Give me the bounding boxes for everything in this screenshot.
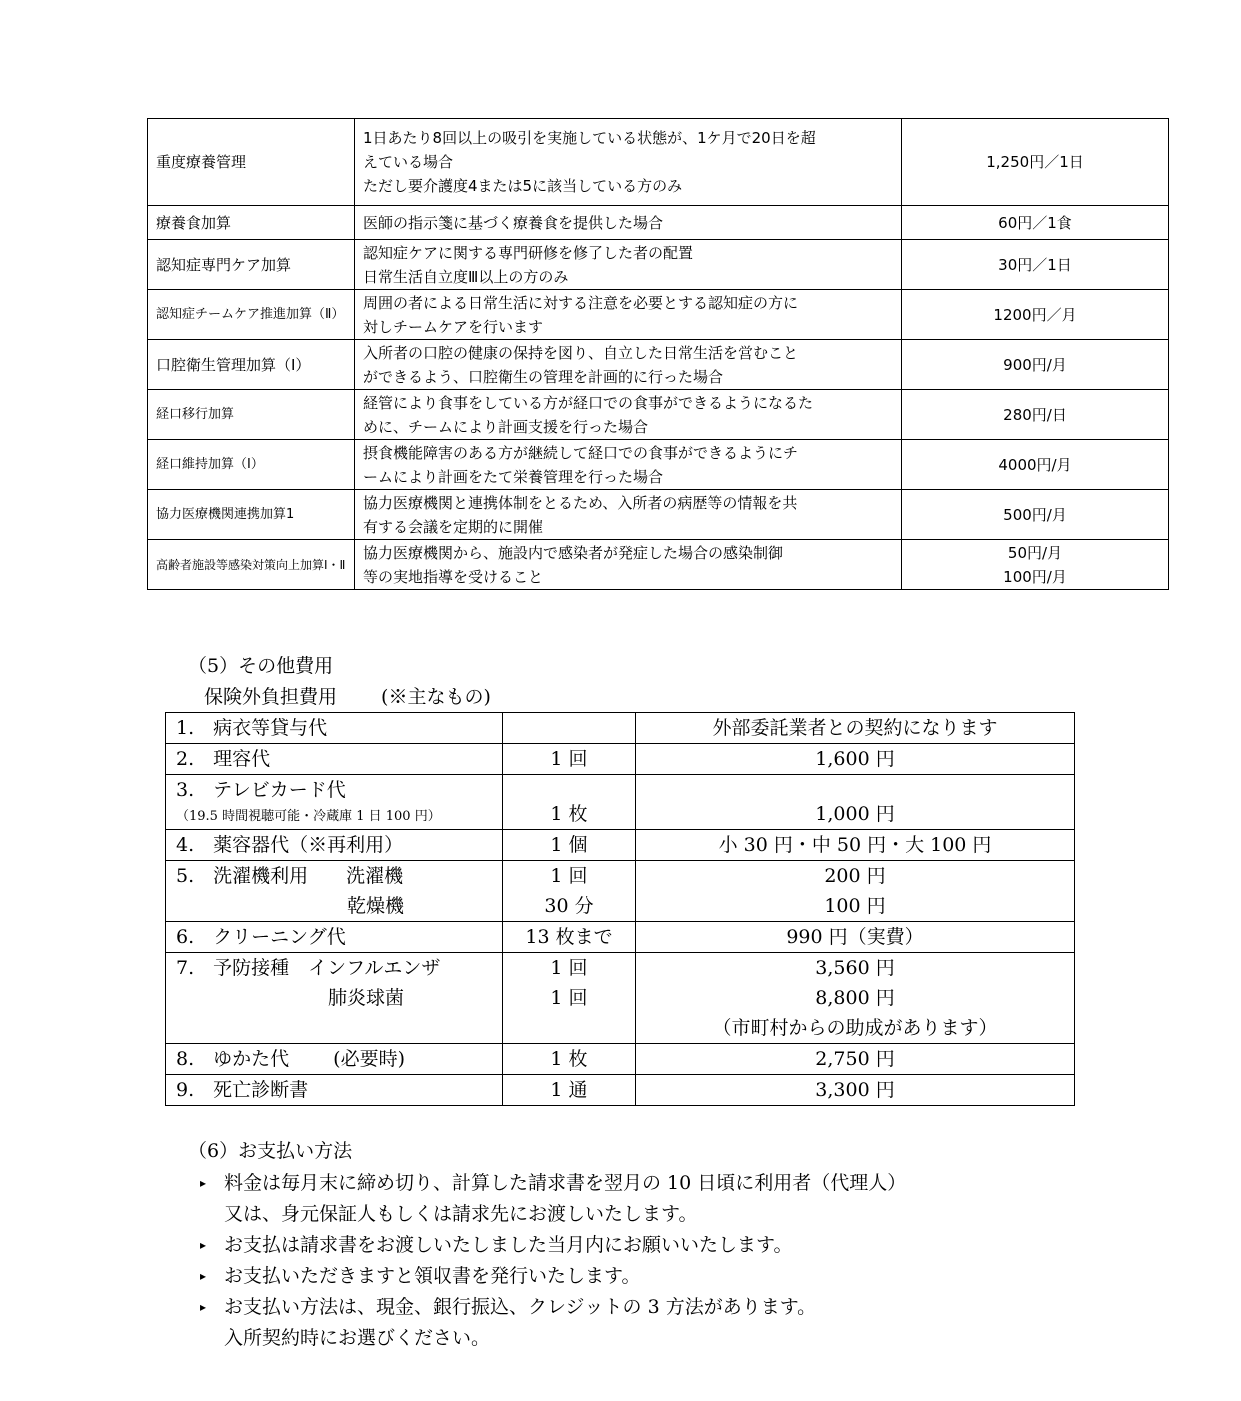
addition-fee: 50円/月 100円/月 (902, 540, 1169, 590)
cost-item: 8. ゆかた代 (必要時) (166, 1044, 503, 1075)
cost-unit: 1 枚 (503, 775, 636, 830)
addition-desc: 協力医療機関と連携体制をとるため、入所者の病歴等の情報を共 有する会議を定期的に開催 (355, 490, 902, 540)
addition-name: 協力医療機関連携加算1 (148, 490, 355, 540)
addition-name: 療養食加算 (148, 206, 355, 240)
addition-fee: 30円／1日 (902, 240, 1169, 290)
cost-item: 5. 洗濯機利用 洗濯機 乾燥機 (166, 861, 503, 922)
payment-list (200, 1168, 906, 1354)
table-row (166, 922, 1075, 953)
table-row (166, 861, 1075, 922)
addition-desc: 協力医療機関から、施設内で感染者が発症した場合の感染制御 等の実地指導を受けること (355, 540, 902, 590)
addition-desc: 経管により食事をしている方が経口での食事ができるようになるた めに、チームにより計画支援を行った場合 (355, 390, 902, 440)
addition-name: 認知症チームケア推進加算（Ⅱ） (148, 290, 355, 340)
table-row (166, 953, 1075, 1044)
addition-desc: 摂食機能障害のある方が継続して経口での食事ができるようにチ ームにより計画をたて栄養管理を行った場合 (355, 440, 902, 490)
section-subheading: 保険外負担費用 (※主なもの) (204, 686, 491, 708)
addition-name: 経口移行加算 (148, 390, 355, 440)
table-row (148, 440, 1169, 490)
table-row (148, 240, 1169, 290)
cost-unit: 1 回 1 回 (503, 953, 636, 1044)
cost-unit: 1 通 (503, 1075, 636, 1106)
table-row (148, 290, 1169, 340)
cost-item: 2. 理容代 (166, 744, 503, 775)
addition-desc: 1日あたり8回以上の吸引を実施している状態が、1ケ月で20日を超 えている場合 ただし要介護度4または5に該当している方のみ (355, 119, 902, 206)
bullet-icon: ▸ (200, 1300, 207, 1314)
cost-item: 1. 病衣等貸与代 (166, 713, 503, 744)
list-item: ▸ お支払い方法は、現金、銀行振込、クレジットの 3 方法があります。 入所契約時にお選びください。 (200, 1292, 906, 1354)
addition-desc: 医師の指示箋に基づく療養食を提供した場合 (355, 206, 902, 240)
cost-unit: 1 回 30 分 (503, 861, 636, 922)
addition-name: 認知症専門ケア加算 (148, 240, 355, 290)
table-row (166, 775, 1075, 830)
cost-unit: 1 枚 (503, 1044, 636, 1075)
list-item: ▸ お支払いただきますと領収書を発行いたします。 (200, 1261, 906, 1292)
table-row (166, 1075, 1075, 1106)
addition-desc: 認知症ケアに関する専門研修を修了した者の配置 日常生活自立度Ⅲ以上の方のみ (355, 240, 902, 290)
cost-item: 6. クリーニング代 (166, 922, 503, 953)
list-item: ▸ お支払は請求書をお渡しいたしました当月内にお願いいたします。 (200, 1230, 906, 1261)
cost-unit: 1 個 (503, 830, 636, 861)
cost-price: 3,300 円 (636, 1075, 1075, 1106)
addition-fee: 1,250円／1日 (902, 119, 1169, 206)
addition-fee: 60円／1食 (902, 206, 1169, 240)
addition-name: 経口維持加算（Ⅰ） (148, 440, 355, 490)
cost-item-note: （19.5 時間視聴可能・冷蔵庫 1 日 100 円） (176, 809, 441, 824)
cost-price: 2,750 円 (636, 1044, 1075, 1075)
addition-desc: 入所者の口腔の健康の保持を図り、自立した日常生活を営むこと ができるよう、口腔衛生の管理を計画的に行った場合 (355, 340, 902, 390)
additions-table (147, 118, 1169, 590)
table-row (148, 119, 1169, 206)
cost-item: 3. テレビカード代 （19.5 時間視聴可能・冷蔵庫 1 日 100 円） (166, 775, 503, 830)
bullet-icon: ▸ (200, 1238, 207, 1252)
cost-price: 1,600 円 (636, 744, 1075, 775)
table-row (166, 744, 1075, 775)
addition-fee: 500円/月 (902, 490, 1169, 540)
addition-desc: 周囲の者による日常生活に対する注意を必要とする認知症の方に 対しチームケアを行います (355, 290, 902, 340)
table-row (148, 206, 1169, 240)
addition-name: 重度療養管理 (148, 119, 355, 206)
other-costs-table (165, 712, 1075, 1106)
addition-fee: 4000円/月 (902, 440, 1169, 490)
table-row (148, 490, 1169, 540)
table-row (166, 1044, 1075, 1075)
addition-fee: 280円/日 (902, 390, 1169, 440)
cost-unit: 13 枚まで (503, 922, 636, 953)
bullet-icon: ▸ (200, 1176, 207, 1190)
table-row (148, 390, 1169, 440)
cost-item: 4. 薬容器代（※再利用） (166, 830, 503, 861)
cost-price: 990 円（実費） (636, 922, 1075, 953)
section-heading-other-costs: （5）その他費用 (188, 655, 334, 677)
table-row (148, 540, 1169, 590)
cost-price: 3,560 円 8,800 円 （市町村からの助成があります） (636, 953, 1075, 1044)
cost-item: 7. 予防接種 インフルエンザ 肺炎球菌 (166, 953, 503, 1044)
cost-price: 外部委託業者との契約になります (636, 713, 1075, 744)
addition-fee: 900円/月 (902, 340, 1169, 390)
bullet-icon: ▸ (200, 1269, 207, 1283)
list-item: ▸ 料金は毎月末に締め切り、計算した請求書を翌月の 10 日頃に利用者（代理人） 又は、身元保証人もしくは請求先にお渡しいたします。 (200, 1168, 906, 1230)
addition-name: 高齢者施設等感染対策向上加算Ⅰ・Ⅱ (148, 540, 355, 590)
table-row (166, 713, 1075, 744)
table-row (148, 340, 1169, 390)
addition-name: 口腔衛生管理加算（Ⅰ） (148, 340, 355, 390)
section-heading-payment: （6）お支払い方法 (188, 1140, 353, 1162)
table-row (166, 830, 1075, 861)
addition-fee: 1200円／月 (902, 290, 1169, 340)
cost-item: 9. 死亡診断書 (166, 1075, 503, 1106)
cost-unit (503, 713, 636, 744)
cost-price: 1,000 円 (636, 775, 1075, 830)
cost-price: 200 円 100 円 (636, 861, 1075, 922)
cost-unit: 1 回 (503, 744, 636, 775)
cost-price: 小 30 円・中 50 円・大 100 円 (636, 830, 1075, 861)
